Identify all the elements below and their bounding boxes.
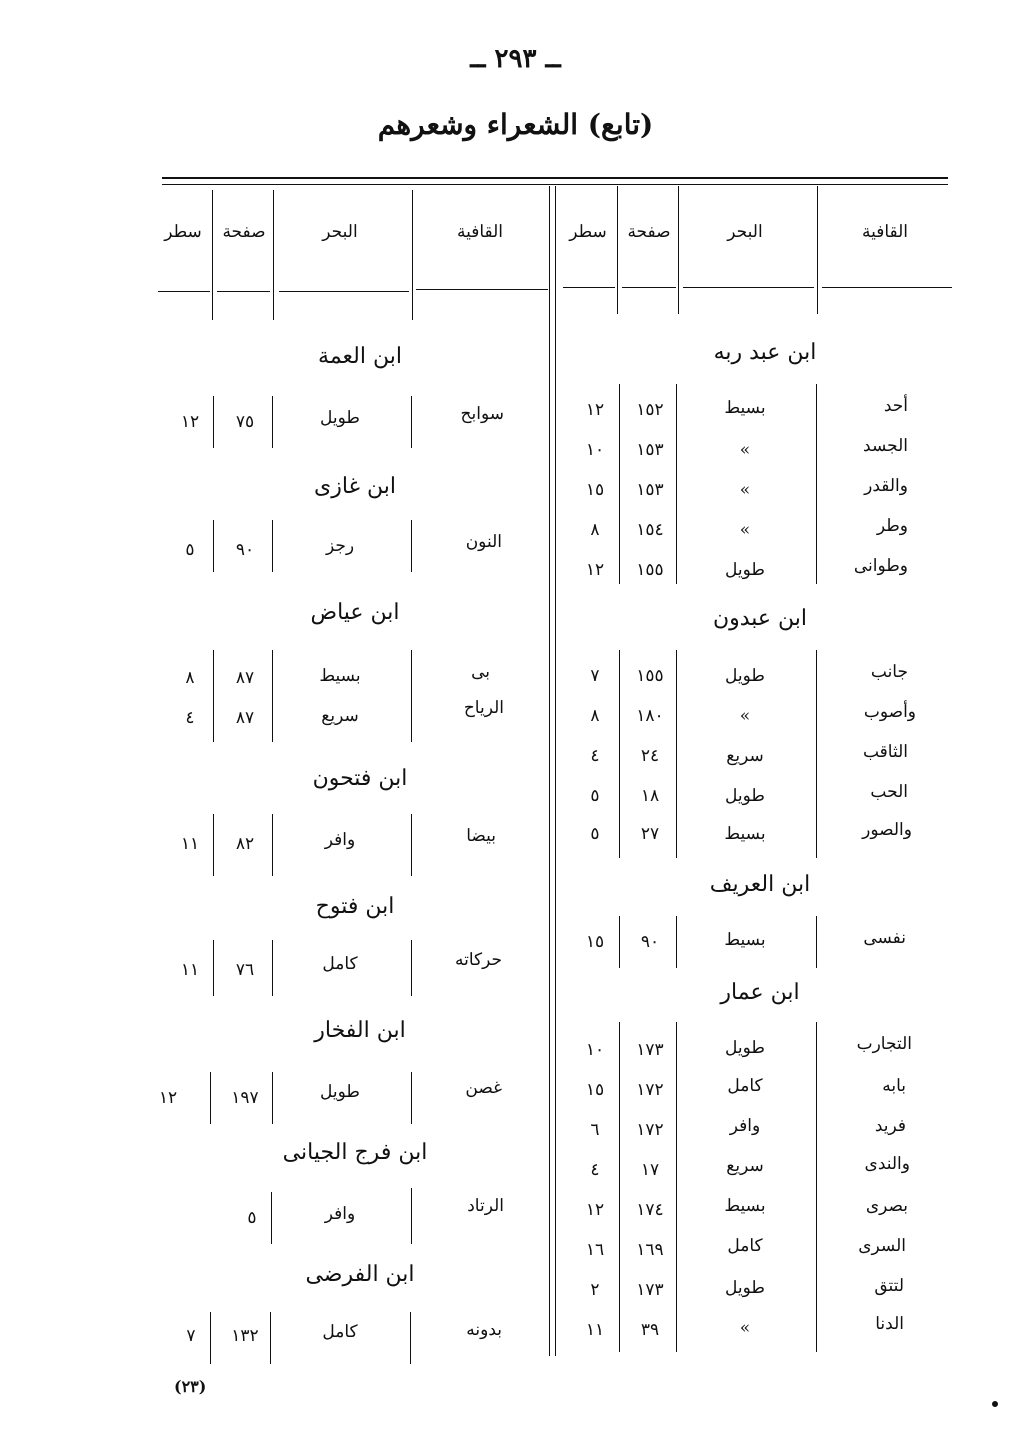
page-cell: ٨٢ — [235, 834, 255, 854]
row-separator — [272, 1072, 273, 1124]
header-rhyme: القافية — [861, 222, 909, 242]
header-underline — [217, 291, 270, 292]
page-cell: ٣٩ — [640, 1320, 660, 1340]
meter-cell: طويل — [725, 560, 765, 580]
line-cell: ٤ — [590, 1160, 600, 1180]
row-separator — [410, 1312, 411, 1364]
line-cell: ٥ — [185, 540, 195, 560]
page-cell: ٩٠ — [235, 540, 255, 560]
row-separator — [272, 650, 273, 742]
meter-cell: طويل — [320, 408, 360, 428]
rhyme-cell: بدونه — [466, 1320, 502, 1340]
meter-cell: بسيط — [724, 1196, 766, 1216]
poet-heading: ابن عبد ربه — [713, 340, 817, 365]
poet-heading: ابن عبدون — [712, 606, 808, 631]
page-cell: ٩٠ — [640, 932, 660, 952]
rhyme-cell: وطر — [876, 516, 908, 536]
rhyme-cell: السرى — [858, 1236, 906, 1256]
page-cell: ٨٧ — [235, 668, 255, 688]
page-cell: ١٧٢ — [636, 1120, 664, 1140]
page-dot — [992, 1401, 998, 1407]
meter-cell: رجز — [325, 536, 355, 556]
line-cell: ١٠ — [585, 1040, 605, 1060]
header-page: صفحة — [222, 222, 266, 242]
header-line: سطر — [569, 222, 607, 242]
page-cell: ١٧٢ — [636, 1080, 664, 1100]
line-cell: ١٢ — [158, 1088, 178, 1108]
meter-cell: طويل — [725, 786, 765, 806]
rhyme-cell: النون — [465, 532, 502, 552]
meter-cell: كامل — [727, 1076, 763, 1096]
line-cell: ٢ — [590, 1280, 600, 1300]
rhyme-cell: نفسى — [863, 928, 906, 948]
rhyme-cell: غصن — [465, 1078, 502, 1098]
page-cell: ١٥٥ — [636, 666, 664, 686]
row-separator — [619, 384, 620, 584]
top-rule-thick — [162, 177, 948, 179]
page-cell: ٢٤ — [640, 746, 660, 766]
meter-cell: طويل — [320, 1082, 360, 1102]
row-separator — [676, 916, 677, 968]
line-cell: ١٢ — [180, 412, 200, 432]
line-cell: ٤ — [590, 746, 600, 766]
row-separator — [213, 650, 214, 742]
row-separator — [676, 1022, 677, 1352]
meter-cell: طويل — [725, 1278, 765, 1298]
rhyme-cell: الحب — [870, 782, 908, 802]
meter-cell: بسيط — [724, 398, 766, 418]
row-separator — [411, 1072, 412, 1124]
row-separator — [411, 650, 412, 742]
line-cell: ١٢ — [585, 560, 605, 580]
column-divider — [555, 186, 556, 1356]
line-cell: ٤ — [185, 708, 195, 728]
meter-cell: » — [739, 1318, 751, 1338]
header-underline — [622, 287, 676, 288]
poet-heading: ابن الفرضى — [305, 1262, 415, 1287]
line-cell: ١٦ — [585, 1240, 605, 1260]
poet-heading: ابن فرج الجيانى — [282, 1140, 428, 1165]
meter-cell: سريع — [321, 706, 359, 726]
meter-cell: كامل — [322, 954, 358, 974]
rhyme-cell: سوابح — [460, 404, 504, 424]
header-underline — [563, 287, 615, 288]
page-cell: ١٧ — [640, 1160, 660, 1180]
line-cell: ١٥ — [585, 480, 605, 500]
page-cell: ١٩٧ — [231, 1088, 259, 1108]
meter-cell: كامل — [322, 1322, 358, 1342]
page-cell: ٧٦ — [235, 960, 255, 980]
rhyme-cell: الرياح — [463, 698, 504, 718]
row-separator — [210, 1312, 211, 1364]
header-separator — [212, 190, 213, 320]
row-separator — [619, 1022, 620, 1352]
rhyme-cell: بصرى — [865, 1196, 908, 1216]
page-cell: ١٦٩ — [636, 1240, 664, 1260]
meter-cell: سريع — [726, 1156, 764, 1176]
poet-heading: ابن عياض — [310, 600, 400, 625]
rhyme-cell: الدنا — [875, 1314, 904, 1334]
poet-heading: ابن الفخار — [314, 1018, 406, 1043]
line-cell: ٦ — [590, 1120, 600, 1140]
header-underline — [683, 287, 814, 288]
header-meter: البحر — [322, 222, 358, 242]
row-separator — [411, 396, 412, 448]
page-cell: ١٥٣ — [636, 440, 664, 460]
meter-cell: وافر — [324, 830, 356, 850]
header-underline — [416, 289, 548, 290]
header-separator — [817, 186, 818, 314]
line-cell: ٨ — [590, 520, 600, 540]
meter-cell: » — [739, 480, 751, 500]
row-separator — [619, 650, 620, 858]
rhyme-cell: الرتاد — [467, 1196, 504, 1216]
meter-cell: بسيط — [724, 930, 766, 950]
poet-heading: ابن العمة — [318, 344, 402, 369]
meter-cell: طويل — [725, 666, 765, 686]
row-separator — [272, 940, 273, 996]
line-cell: ٨ — [590, 706, 600, 726]
line-cell: ١٠ — [585, 440, 605, 460]
line-cell: ٥ — [590, 786, 600, 806]
poet-heading: ابن فتحون — [312, 766, 408, 791]
meter-cell: » — [739, 440, 751, 460]
line-cell: ١١ — [585, 1320, 605, 1340]
line-cell: ١٢ — [585, 1200, 605, 1220]
row-separator — [213, 520, 214, 572]
row-separator — [816, 650, 817, 858]
row-separator — [272, 520, 273, 572]
page-cell: ١٥٤ — [636, 520, 664, 540]
page-cell: ١٧٤ — [636, 1200, 664, 1220]
rhyme-cell: الثاقب — [862, 742, 908, 762]
rhyme-cell: والصور — [862, 820, 912, 840]
page-number: ــ ۲۹۳ ــ — [470, 44, 561, 74]
signature-mark: (٢٣) — [174, 1377, 207, 1396]
row-separator — [411, 814, 412, 876]
poet-heading: ابن عمار — [720, 980, 800, 1005]
row-separator — [272, 396, 273, 448]
line-cell: ١٥ — [585, 932, 605, 952]
row-separator — [411, 520, 412, 572]
rhyme-cell: جانب — [870, 662, 908, 682]
header-page: صفحة — [627, 222, 671, 242]
meter-cell: » — [739, 706, 751, 726]
line-cell: ١٥ — [585, 1080, 605, 1100]
rhyme-cell: والقدر — [864, 476, 908, 496]
top-rule-thin — [162, 184, 948, 185]
page-cell: ١٧٣ — [636, 1040, 664, 1060]
row-separator — [271, 1192, 272, 1244]
page-cell: ٥ — [247, 1208, 257, 1228]
meter-cell: بسيط — [724, 824, 766, 844]
page-cell: ١٣٢ — [231, 1326, 259, 1346]
line-cell: ٥ — [590, 824, 600, 844]
line-cell: ٧ — [186, 1326, 196, 1346]
header-separator — [617, 186, 618, 314]
rhyme-cell: الجسد — [863, 436, 908, 456]
rhyme-cell: التجارب — [856, 1034, 912, 1054]
header-separator — [273, 190, 274, 320]
row-separator — [816, 916, 817, 968]
page-cell: ٨٧ — [235, 708, 255, 728]
rhyme-cell: بيضا — [466, 826, 496, 846]
header-separator — [678, 186, 679, 314]
page-cell: ٢٧ — [640, 824, 660, 844]
header-meter: البحر — [727, 222, 763, 242]
page-cell: ١٥٢ — [636, 400, 664, 420]
rhyme-cell: وطوانى — [853, 556, 908, 576]
rhyme-cell: وأصوب — [863, 702, 916, 722]
row-separator — [676, 384, 677, 584]
meter-cell: طويل — [725, 1038, 765, 1058]
meter-cell: كامل — [727, 1236, 763, 1256]
header-underline — [822, 287, 952, 288]
line-cell: ١١ — [180, 960, 200, 980]
meter-cell: بسيط — [319, 666, 361, 686]
rhyme-cell: فريد — [874, 1116, 906, 1136]
column-divider — [549, 186, 550, 1356]
row-separator — [411, 1188, 412, 1244]
poet-heading: ابن فتوح — [315, 894, 395, 919]
row-separator — [272, 814, 273, 876]
poet-heading: ابن العريف — [709, 872, 811, 897]
header-underline — [158, 291, 210, 292]
rhyme-cell: والندى — [864, 1154, 910, 1174]
line-cell: ١١ — [180, 834, 200, 854]
row-separator — [270, 1312, 271, 1364]
page-cell: ٧٥ — [235, 412, 255, 432]
row-separator — [213, 396, 214, 448]
line-cell: ٧ — [590, 666, 600, 686]
header-separator — [412, 190, 413, 320]
meter-cell: وافر — [729, 1116, 761, 1136]
rhyme-cell: بابه — [882, 1076, 906, 1096]
page-cell: ١٨٠ — [636, 706, 664, 726]
meter-cell: » — [739, 520, 751, 540]
page-cell: ١٧٣ — [636, 1280, 664, 1300]
line-cell: ١٢ — [585, 400, 605, 420]
page-title: (تابع) الشعراء وشعرهم — [377, 108, 654, 141]
row-separator — [676, 650, 677, 858]
rhyme-cell: أحد — [883, 396, 908, 416]
page-cell: ١٥٥ — [636, 560, 664, 580]
rhyme-cell: حركاته — [454, 950, 502, 970]
meter-cell: وافر — [324, 1204, 356, 1224]
row-separator — [411, 940, 412, 996]
header-rhyme: القافية — [456, 222, 504, 242]
header-line: سطر — [164, 222, 202, 242]
header-underline — [279, 291, 409, 292]
row-separator — [210, 1072, 211, 1124]
row-separator — [816, 384, 817, 584]
meter-cell: سريع — [726, 746, 764, 766]
row-separator — [213, 940, 214, 996]
page-cell: ١٥٣ — [636, 480, 664, 500]
rhyme-cell: بى — [471, 662, 490, 682]
row-separator — [619, 916, 620, 968]
rhyme-cell: لتتق — [874, 1276, 904, 1296]
poet-heading: ابن غازى — [313, 474, 397, 499]
page-cell: ١٨ — [640, 786, 660, 806]
line-cell: ٨ — [185, 668, 195, 688]
row-separator — [816, 1022, 817, 1352]
row-separator — [213, 814, 214, 876]
